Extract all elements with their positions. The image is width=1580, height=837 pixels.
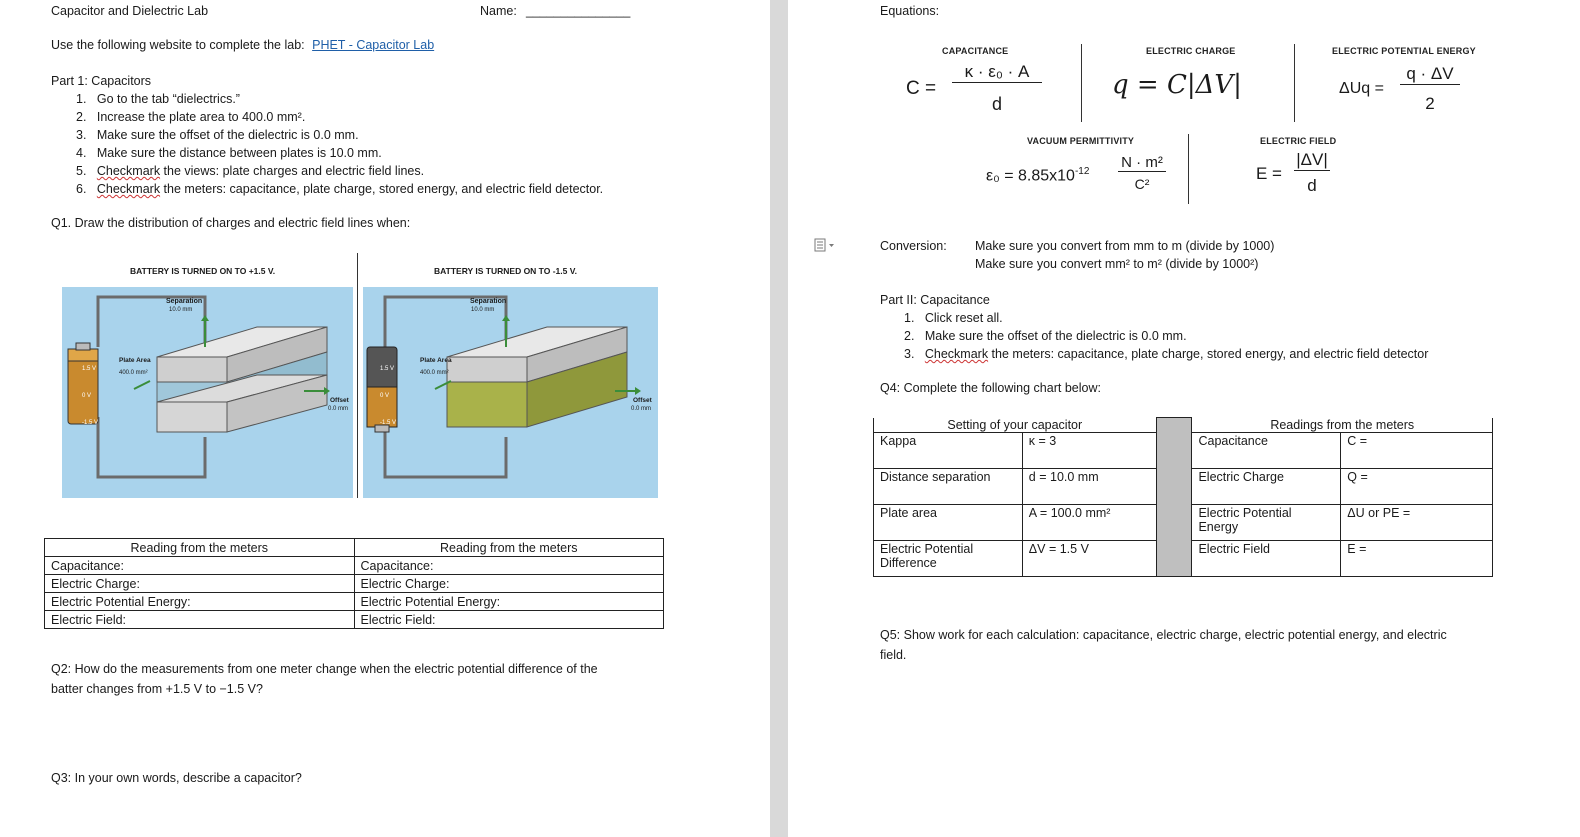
plate-area-label: Plate Area xyxy=(119,357,151,364)
conversion-line-1: Make sure you convert from mm to m (divide by 1000) xyxy=(975,239,1275,253)
step-number: 3. xyxy=(76,128,87,142)
step-number: 1. xyxy=(904,311,915,325)
separation-label: Separation xyxy=(166,298,203,305)
intro-sentence: Use the following website to complete the lab: xyxy=(51,38,305,52)
setting-name: Electric Potential Difference xyxy=(874,540,1023,576)
offset-label: Offset xyxy=(633,397,652,404)
eq-divider xyxy=(1188,134,1189,204)
energy-label: ELECTRIC POTENTIAL ENERGY xyxy=(1332,46,1476,56)
perm-base: ε₀ = 8.85x10 xyxy=(986,167,1075,185)
part2-step xyxy=(904,347,1428,361)
document-options-icon[interactable] xyxy=(814,238,836,257)
offset-value: 0.0 mm xyxy=(631,406,652,412)
perm-exponent: -12 xyxy=(1074,166,1090,177)
step-text: the views: plate charges and electric field lines. xyxy=(160,164,425,178)
sim-right-panel xyxy=(363,287,658,498)
sim-right-caption: BATTERY IS TURNED ON TO -1.5 V. xyxy=(434,266,577,276)
setting-value: A = 100.0 mm² xyxy=(1022,504,1156,540)
setting-value: ΔV = 1.5 V xyxy=(1022,540,1156,576)
charge-formula: q = C|ΔV| xyxy=(1112,70,1242,100)
part1-title: Part 1: Capacitors xyxy=(51,74,152,88)
step-keyword: Checkmark xyxy=(96,164,161,178)
plate-area-value: 400.0 mm² xyxy=(420,370,449,376)
part2-step xyxy=(904,329,1187,343)
lab-title: Capacitor and Dielectric Lab xyxy=(51,4,209,18)
reading-name: Electric Potential Energy xyxy=(1192,504,1341,540)
sim-right-drawing xyxy=(363,287,658,498)
field-denominator: d xyxy=(1307,176,1317,195)
page-gutter xyxy=(770,0,788,837)
meters-table xyxy=(44,538,664,629)
separation-value: 10.0 mm xyxy=(169,307,193,313)
equations-title: Equations: xyxy=(880,4,940,18)
offset-label: Offset xyxy=(330,397,349,404)
step-text: Make sure the distance between plates is 10.0 mm. xyxy=(96,146,382,160)
reading-value[interactable]: ΔU or PE = xyxy=(1341,504,1493,540)
step-text: Increase the plate area to 400.0 mm². xyxy=(96,110,306,124)
separation-value: 10.0 mm xyxy=(471,307,495,313)
q2-line1: Q2: How do the measurements from one meter change when the electric potential difference of the xyxy=(51,662,598,676)
setting-name: Plate area xyxy=(874,504,1023,540)
q1-text: Q1. Draw the distribution of charges and electric field lines when: xyxy=(51,216,411,230)
meter-cell[interactable]: Electric Field: xyxy=(354,611,664,629)
setting-name: Kappa xyxy=(874,432,1023,468)
perm-denominator: C² xyxy=(1134,176,1150,192)
reading-name: Electric Charge xyxy=(1192,468,1341,504)
step-text: Click reset all. xyxy=(924,311,1003,325)
battery-bot-label: -1.5 V xyxy=(380,420,397,426)
perm-numerator: N · m² xyxy=(1118,154,1166,172)
left-page xyxy=(0,0,770,837)
cap-denominator: d xyxy=(991,94,1002,114)
part2-title: Part II: Capacitance xyxy=(880,293,990,307)
meter-cell[interactable]: Capacitance: xyxy=(45,557,355,575)
reading-name: Electric Field xyxy=(1192,540,1341,576)
step-text: the meters: capacitance, plate charge, stored energy, and electric field detector. xyxy=(160,182,604,196)
meter-cell[interactable]: Electric Charge: xyxy=(45,575,355,593)
charge-label: ELECTRIC CHARGE xyxy=(1146,46,1236,56)
step-number: 3. xyxy=(904,347,915,361)
field-lhs: E = xyxy=(1256,164,1282,183)
q5-line2: field. xyxy=(880,648,907,662)
step-text: the meters: capacitance, plate charge, stored energy, and electric field detector xyxy=(988,347,1429,361)
plate-area-value: 400.0 mm² xyxy=(119,370,148,376)
energy-lhs: ΔUq = xyxy=(1339,80,1384,97)
sim-left-drawing xyxy=(62,287,353,498)
chart-spacer xyxy=(1156,418,1192,577)
step-number: 5. xyxy=(76,164,87,178)
reading-header: Readings from the meters xyxy=(1192,418,1493,433)
battery-mid-label: 0 V xyxy=(380,393,390,399)
phet-link[interactable]: PHET - Capacitor Lab xyxy=(312,38,435,52)
battery-bot-label: -1.5 V xyxy=(82,420,99,426)
energy-denominator: 2 xyxy=(1425,94,1435,113)
capacitance-label: CAPACITANCE xyxy=(942,46,1009,56)
part1-step xyxy=(76,182,603,196)
step-number: 6. xyxy=(76,182,87,196)
setting-value: d = 10.0 mm xyxy=(1022,468,1156,504)
setting-value: κ = 3 xyxy=(1022,432,1156,468)
q5-line1: Q5: Show work for each calculation: capacitance, electric charge, electric potential energy, and electric xyxy=(880,628,1447,642)
reading-value[interactable]: Q = xyxy=(1341,468,1493,504)
eq-divider xyxy=(1081,44,1082,122)
step-text: Go to the tab “dielectrics.” xyxy=(96,92,240,106)
battery-top-label: 1.5 V xyxy=(380,366,395,372)
cap-numerator: κ · ε₀ · A xyxy=(952,62,1042,83)
step-number: 2. xyxy=(904,329,915,343)
part1-step xyxy=(76,128,359,142)
capacitor-chart xyxy=(873,417,1493,577)
sim-left-caption: BATTERY IS TURNED ON TO +1.5 V. xyxy=(130,266,276,276)
permittivity-label: VACUUM PERMITTIVITY xyxy=(1027,136,1135,146)
field-numerator: |ΔV| xyxy=(1294,150,1330,171)
meters-header-right: Reading from the meters xyxy=(354,539,664,557)
plate-area-label: Plate Area xyxy=(420,357,452,364)
right-page xyxy=(788,0,1580,837)
step-number: 2. xyxy=(76,110,87,124)
conversion-label: Conversion: xyxy=(880,239,947,253)
q4-text: Q4: Complete the following chart below: xyxy=(880,381,1101,395)
q2-line2: batter changes from +1.5 V to −1.5 V? xyxy=(51,682,263,696)
reading-value[interactable]: E = xyxy=(1341,540,1493,576)
energy-numerator: q · ΔV xyxy=(1400,64,1460,85)
meter-cell[interactable]: Capacitance: xyxy=(354,557,664,575)
cap-lhs: C = xyxy=(906,78,937,99)
meters-header-left: Reading from the meters xyxy=(45,539,355,557)
step-number: 1. xyxy=(76,92,87,106)
part1-step xyxy=(76,164,424,178)
meter-cell[interactable]: Electric Charge: xyxy=(354,575,664,593)
conversion-line-2: Make sure you convert mm² to m² (divide by 1000²) xyxy=(975,257,1259,271)
part1-step xyxy=(76,146,382,160)
name-line: _______________ xyxy=(526,4,631,18)
offset-value: 0.0 mm xyxy=(328,406,349,412)
name-label: Name: xyxy=(480,4,517,18)
meter-cell[interactable]: Electric Potential Energy: xyxy=(45,593,355,611)
battery-mid-label: 0 V xyxy=(82,393,92,399)
part2-step xyxy=(904,311,1003,325)
setting-name: Distance separation xyxy=(874,468,1023,504)
setting-header: Setting of your capacitor xyxy=(874,418,1157,433)
sim-divider xyxy=(357,253,358,498)
perm-lhs xyxy=(986,166,1089,185)
reading-name: Capacitance xyxy=(1192,432,1341,468)
battery-top-label: 1.5 V xyxy=(82,366,97,372)
part1-step xyxy=(76,92,240,106)
meter-cell[interactable]: Electric Field: xyxy=(45,611,355,629)
q3-text: Q3: In your own words, describe a capacitor? xyxy=(51,771,302,785)
reading-value[interactable]: C = xyxy=(1341,432,1493,468)
meter-cell[interactable]: Electric Potential Energy: xyxy=(354,593,664,611)
sim-left-panel xyxy=(62,287,353,498)
eq-divider xyxy=(1294,44,1295,122)
step-text: Make sure the offset of the dielectric is 0.0 mm. xyxy=(96,128,359,142)
step-number: 4. xyxy=(76,146,87,160)
intro-text xyxy=(51,38,434,52)
separation-label: Separation xyxy=(470,298,507,305)
step-keyword: Checkmark xyxy=(924,347,989,361)
step-text: Make sure the offset of the dielectric is 0.0 mm. xyxy=(924,329,1187,343)
step-keyword: Checkmark xyxy=(96,182,161,196)
part1-step xyxy=(76,110,305,124)
field-label: ELECTRIC FIELD xyxy=(1260,136,1337,146)
